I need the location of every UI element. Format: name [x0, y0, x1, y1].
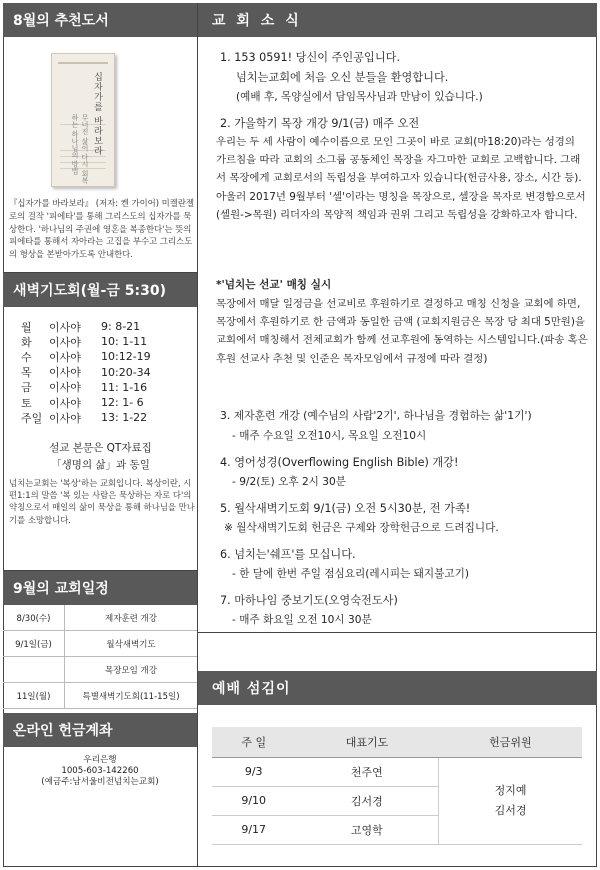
col-offering: 헌금위원 — [439, 727, 582, 757]
col-prayer: 대표기도 — [295, 727, 438, 757]
book-cover-image — [51, 53, 115, 187]
news-section — [198, 37, 597, 633]
table-row: 9/17 고영학 — [212, 815, 582, 844]
online-header: 온라인 헌금계좌 — [3, 713, 197, 747]
news-item-4-title: 4. 영어성경(Overflowing English Bible) 개강! — [220, 456, 459, 469]
prayer-row: 화 이사야 10: 1-11 — [21, 335, 148, 349]
prayer-row: 토 이사야 12: 1- 6 — [21, 396, 144, 410]
worship-header: 예배 섬김이 — [198, 671, 597, 705]
news-item-4-sub: - 9/2(토) 오후 2시 30분 — [232, 476, 346, 488]
news-item-2-body2: 목장에서 매달 일정금을 선교비로 후원하기로 결정하고 매칭 신청을 교회에 하면, 목장에서 후원하기로 한 금액과 동일한 금액 (교회지원금은 목장 당 최대 5만원)을 교회에서 매칭해서 전체교회가 함께 선교후원에 동역하는 시스템입니다.(파송 혹은 후원 선교사 추천 및 인준은 목자모임에서 규정에 따라 결정) — [216, 298, 588, 365]
sermon-note-1: 설교 본문은 QT자료집 — [49, 442, 152, 454]
schedule-row: 11일(월) 특별새벽기도회(11-15일) — [3, 683, 197, 709]
prayer-row: 금 이사야 11: 1-16 — [21, 380, 148, 395]
news-header: 교 회 소 식 — [198, 3, 597, 37]
news-item-2-sub: *'넘치는 선교' 매칭 실시 — [216, 279, 332, 291]
news-item-7-title: 7. 마하나임 중보기도(오영숙전도사) — [220, 594, 398, 607]
church-description: 넘치는교회는 '복상'하는 교회입니다. 복상이란, 시편1:1의 말씀 '복 있는 사람은 묵상하는 자로 다'의 약칭으로서 매일의 삶이 묵상을 통해 하나님을 만나기를 소망합니다. — [9, 478, 195, 525]
news-item-5-sub: ※ 월삭새벽기도회 헌금은 구제와 장학헌금으로 드려집니다. — [224, 522, 499, 534]
prayer-section — [3, 307, 197, 571]
account-holder: (예금주:남서울비전넘치는교회) — [41, 777, 159, 787]
sermon-note-2: 「생명의 삶」과 동일 — [51, 459, 150, 471]
prayer-schedule — [21, 319, 191, 425]
worship-table — [212, 727, 582, 845]
schedule-header: 9월의 교회일정 — [3, 571, 197, 605]
news-item-5-title: 5. 월삭새벽기도회 9/1(금) 오전 5시30분, 전 가족! — [220, 502, 471, 515]
book-description: 『십자가를 바라보라』 (저자: 켄 가이어) 미켈란젤로의 걸작 '피에타'를 통해 그리스도의 십자가를 묵상한다. '하나님의 주권에 영혼을 복종한다'는 뜻의 피에타를 통해서 자아라는 고집을 부수고 그리스도의 형상을 본받아가도록 안내한다. — [9, 198, 195, 260]
prayer-row: 목 이사야 10:20-34 — [21, 365, 151, 380]
table-row: 9/3 천주연 정지예 김서경 — [212, 757, 582, 786]
news-item-1-line2: 넘치는교회에 처음 오신 분들을 환영합니다. — [236, 71, 449, 84]
news-item-3-sub: - 매주 수요일 오전10시, 목요일 오전10시 — [232, 430, 427, 442]
schedule-table — [3, 605, 197, 709]
schedule-row: 목장모임 개강 — [3, 657, 197, 683]
left-column — [3, 3, 198, 867]
schedule-row: 9/1일(금) 월삭새벽기도 — [3, 631, 197, 657]
prayer-row: 월 이사야 9: 8-21 — [21, 320, 141, 334]
prayer-header: 새벽기도회(월-금 5:30) — [3, 273, 197, 307]
news-item-1-line3: (예배 후, 목양실에서 담임목사님과 만남이 있습니다.) — [236, 91, 483, 103]
schedule-row: 8/30(수) 제자훈련 개강 — [3, 605, 197, 631]
news-item-6-title: 6. 넘치는'쉐프'를 모십니다. — [220, 548, 356, 561]
prayer-row: 수 이사야 10:12-19 — [21, 350, 151, 364]
news-item-2-title: 2. 가을학기 목장 개강 9/1(금) 매주 오전 — [220, 117, 420, 130]
bank-name: 우리은행 — [83, 755, 117, 765]
news-item-6-sub: - 한 달에 한번 주일 점심요리(레시피는 돼지불고기) — [232, 568, 469, 580]
book-section — [3, 37, 197, 273]
news-item-2-body: 우리는 두 세 사람이 예수이름으로 모인 그곳이 바로 교회(마18:20)라는 성경의 가르침을 따라 교회의 소그룹 공동체인 목장을 자그마한 교회로 고백합니다. 그래서 목장에게 교회로서의 독립성을 부여하고자 있습니다(헌금사용, 장소, 시간 등). 아울러 2017년 9월부터 '셀'이라는 명칭을 목장으로, 셀장을 목자로 변경함으로서 (셀원->목원) 리더자의 목양적 책임과 권위 그리고 독립성을 강화하고자 합니다. — [216, 136, 586, 221]
col-sunday: 주 일 — [212, 727, 295, 757]
account-number: 1005-603-142260 — [61, 766, 139, 776]
news-item-7-sub: - 매주 화요일 오전 10시 30분 — [232, 614, 372, 626]
online-account — [3, 747, 197, 788]
offering-committee: 정지예 김서경 — [439, 757, 582, 844]
book-cover-subtitle: 무너진 삶이 다시 회복하는 하나님의 방법 — [71, 114, 89, 184]
news-item-3-title: 3. 제자훈련 개강 (예수님의 사람'2기', 하나님을 경험하는 삶'1기') — [220, 409, 532, 422]
book-header: 8월의 추천도서 — [3, 3, 197, 37]
book-cover-title: 십자가를 바라보라 — [92, 72, 102, 156]
right-column — [198, 3, 597, 867]
table-row: 9/10 김서경 — [212, 786, 582, 815]
news-item-1-title: 1. 153 0591! 당신이 주인공입니다. — [220, 51, 401, 64]
prayer-row: 주일 이사야 13: 1-22 — [21, 411, 148, 425]
